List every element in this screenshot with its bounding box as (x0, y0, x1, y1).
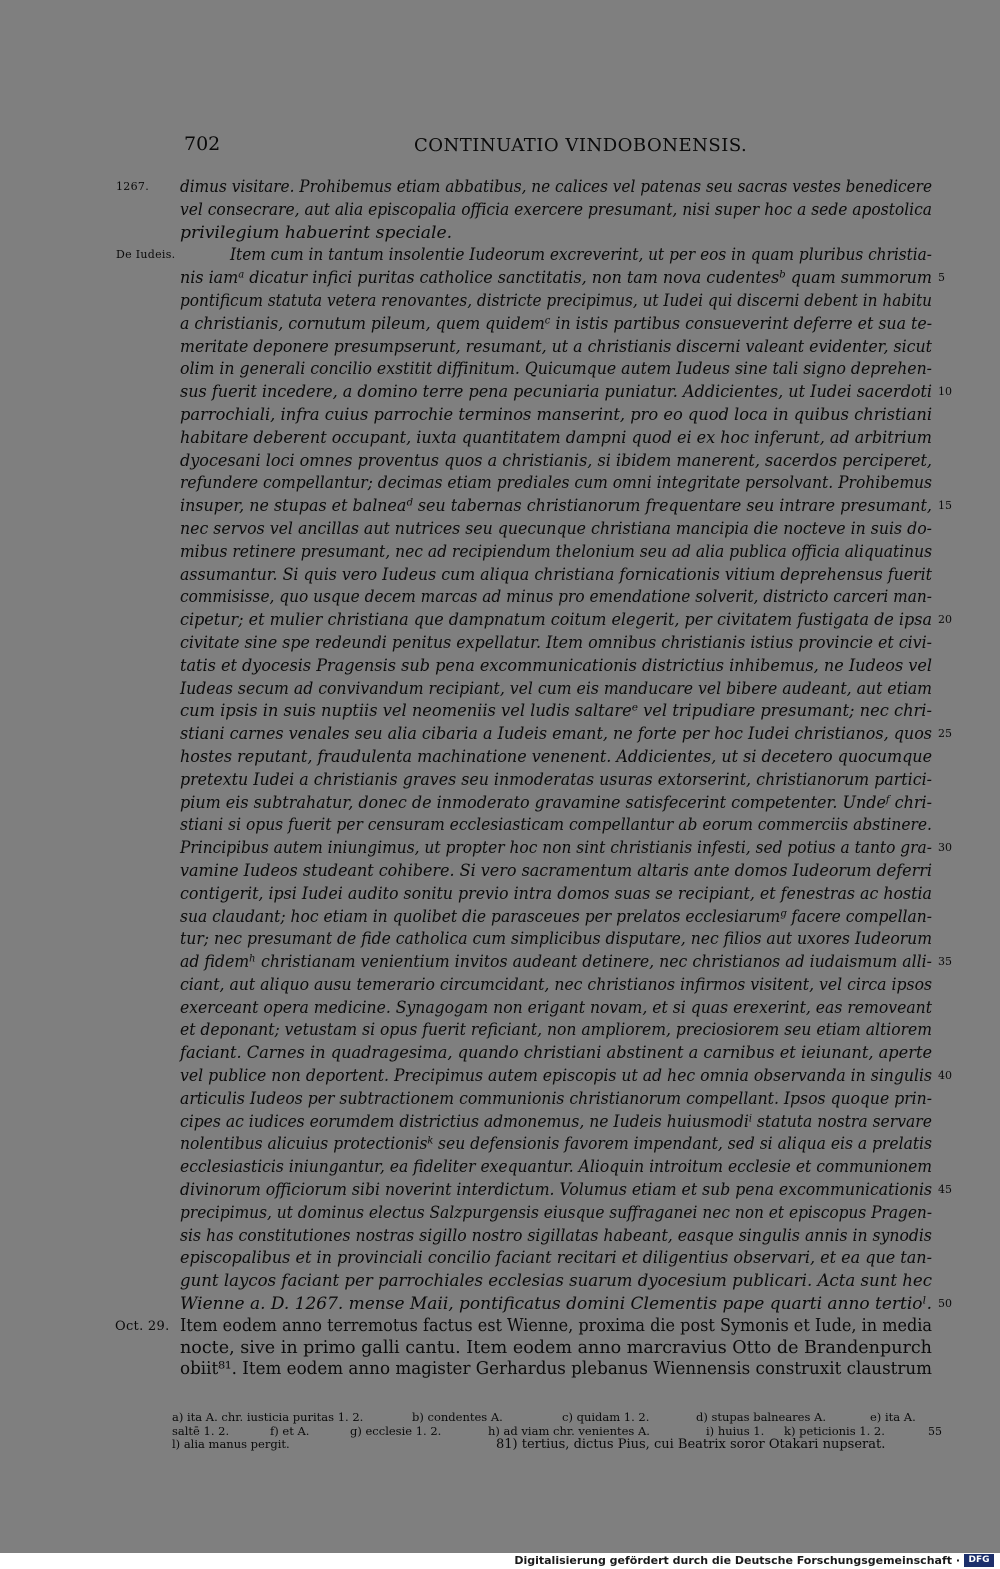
running-title: CONTINUATIO VINDOBONENSIS. (414, 135, 748, 156)
line-text: cipes ac iudices eorumdem districtius admonemus, ne Iudeis huiusmodiⁱ statuta nostra servare (180, 1111, 932, 1132)
footnote-h: h) ad viam chr. venientes A. (488, 1423, 650, 1438)
text-line (180, 313, 932, 336)
line-text: sis has constitutiones nostras sigillo nostro sigillatas habeant, easque singulis annis in synodis (180, 1225, 932, 1246)
text-line (116, 176, 933, 199)
line-text: gunt laycos faciant per parrochiales ecclesias suarum dyocesium publicari. Acta sunt hec (180, 1271, 932, 1292)
line-text: pontificum statuta vetera renovantes, districte precipimus, ut Iudei qui discerni debent in habitu (180, 290, 933, 311)
line-number: 10 (938, 385, 952, 399)
margin-note: De Iudeis. (116, 248, 176, 262)
text-line (180, 495, 952, 518)
line-text: divinorum officiorum sibi noverint interdictum. Volumus etiam et sub pena excommunicationis (180, 1180, 932, 1201)
text-line (180, 472, 932, 495)
line-text: cipetur; et mulier christiana que dampnatum coitum elegerit, per civitatem fustigata de ipsa (180, 610, 932, 631)
text-line (180, 381, 952, 404)
line-text: cum ipsis in suis nuptiis vel neomeniis vel ludis saltareᵉ vel tripudiare presumant; nec chri- (180, 701, 932, 722)
text-line (180, 837, 952, 860)
margin-note: 1267. (116, 180, 149, 193)
line-text: stiani si opus fuerit per censuram ecclesiasticam compellantur ab eorum commerciis abstinere. (180, 815, 932, 836)
footnote-row (172, 1423, 942, 1439)
line-text: meritate deponere presumpserunt, resumant, ut a christianis discerni valeant evidenter, sicut (180, 336, 932, 357)
line-number: 15 (938, 499, 952, 513)
text-line (180, 746, 932, 769)
footnote-c: c) quidam 1. 2. (562, 1410, 650, 1424)
text-line (180, 655, 932, 678)
text-line (180, 951, 952, 974)
line-text: nis iamᵃ dicatur infici puritas catholice sanctitatis, non tam nova cudentesᵇ quam summorum (180, 268, 932, 289)
line-number: 5 (938, 271, 945, 285)
line-number: 30 (938, 841, 952, 855)
upright-text-line (180, 1338, 932, 1360)
line-text: Item eodem anno terremotus factus est Wienne, proxima die post Symonis et Iude, in media (180, 1315, 932, 1336)
line-number: 35 (938, 955, 952, 969)
line-text: Wienne a. D. 1267. mense Maii, pontificatus domini Clementis pape quarti anno tertioˡ. (180, 1294, 933, 1315)
text-line (180, 1270, 932, 1293)
text-line (180, 358, 932, 381)
line-text: contigerit, ipsi Iudei audito sonitu previo intra domos suas se recipiant, et fenestras ac hostia (180, 883, 932, 904)
footnote-f: f) et A. (270, 1423, 310, 1438)
line-number: 45 (938, 1183, 952, 1197)
text-line (180, 723, 952, 746)
credit-text: Digitalisierung gefördert durch die Deutsche Forschungsgemeinschaft · (514, 1554, 960, 1567)
text-line (180, 1019, 932, 1042)
text-line (180, 1202, 932, 1225)
text-line (180, 267, 945, 290)
text-line (180, 1042, 932, 1065)
text-line (180, 1179, 952, 1202)
line-text: vamine Iudeos studeant cohibere. Si vero sacramentum altaris ante domos Iudeorum deferri (180, 860, 933, 881)
line-text: obiit⁸¹. Item eodem anno magister Gerhardus plebanus Wiennensis construxit claustrum (180, 1359, 933, 1380)
text-line (180, 427, 932, 450)
text-line (180, 1065, 952, 1088)
line-text: olim in generali concilio exstitit diffinitum. Quicumque autem Iudeus sine tali signo deprehen- (180, 359, 933, 380)
text-line (180, 860, 932, 883)
line-text: habitare deberent occupant, iuxta quantitatem dampni quod ei ex hoc inferunt, ad arbitrium (180, 427, 932, 448)
line-text: Iudeas secum ad convivandum recipiant, vel cum eis manducare vel bibere audeant, aut etiam (180, 678, 933, 699)
line-text: ciant, aut aliquo ausu temerario circumcidant, nec christianos infirmos visitent, vel circa ipsos (180, 974, 933, 995)
line-text: sus fuerit incedere, a domino terre pena pecuniaria puniatur. Addicientes, ut Iudei sacerdoti (180, 382, 933, 403)
text-line (180, 518, 932, 541)
text-line (180, 404, 932, 427)
text-line (180, 928, 932, 951)
line-text: stiani carnes venales seu alia cibaria a Iudeis emant, ne forte per hoc Iudei christianos, quos (180, 724, 932, 745)
line-text: et deponant; vetustam si opus fuerit reficiant, non ampliorem, preciosiorem seu etiam altiorem (180, 1020, 932, 1041)
line-text: tatis et dyocesis Pragensis sub pena excommunicationis districtius inhibemus, ne Iudeos vel (180, 655, 933, 676)
footnote-d: d) stupas balneares A. (696, 1410, 826, 1424)
page-header (0, 133, 1000, 163)
line-text: pretextu Iudei a christianis graves seu inmoderatas usuras extorserint, christianorum partici- (180, 769, 932, 790)
margin-note: Oct. 29. (115, 1318, 170, 1334)
text-line (180, 1088, 932, 1111)
text-line (180, 632, 932, 655)
line-number: 20 (938, 613, 952, 627)
line-text: ad fidemʰ christianam venientium invitos audeant detinere, nec christianos ad iudaismum alli- (180, 952, 932, 973)
text-line (180, 609, 952, 632)
line-number: 25 (938, 727, 952, 741)
footnote-k: k) peticionis 1. 2. (784, 1423, 885, 1438)
footnote-e: e) ita A. (870, 1410, 916, 1424)
line-text: commisisse, quo usque decem marcas ad minus pro emendatione solverit, districto carceri man- (180, 587, 932, 608)
line-number: 40 (938, 1069, 952, 1083)
text-line (180, 792, 932, 815)
text-line (180, 678, 932, 701)
line-text: articulis Iudeos per subtractionem communionis christianorum compellant. Ipsos quoque prin- (180, 1088, 933, 1109)
line-text: pium eis subtrahatur, donec de inmoderato gravamine satisfecerint competenter. Undeᶠ chri- (180, 792, 933, 813)
footnote-81: 81) tertius, dictus Pius, cui Beatrix soror Otakari nupserat. (496, 1437, 886, 1452)
line-text: insuper, ne stupas et balneaᵈ seu tabernas christianorum frequentare seu intrare presumant, (180, 496, 932, 517)
text-line (180, 906, 932, 929)
dfg-logo-icon: DFG (964, 1554, 994, 1567)
text-line (180, 336, 932, 359)
line-text: ecclesiasticis iniungantur, ea fideliter exequantur. Alioquin introitum ecclesie et communionem (180, 1157, 933, 1178)
body-text (115, 176, 952, 1381)
footnote-row (172, 1411, 932, 1425)
text-line (180, 769, 932, 792)
page-number: 702 (184, 133, 221, 155)
text-line (180, 564, 932, 587)
upright-text-line (180, 1359, 932, 1381)
line-text: a christianis, cornutum pileum, quem quidemᶜ in istis partibus consueverint deferre et sua te- (180, 313, 933, 334)
line-text: Item cum in tantum insolentie Iudeorum excreverint, ut per eos in quam pluribus christia- (230, 245, 932, 266)
line-text: civitate sine spe redeundi penitus expellatur. Item omnibus christianis istius provincie et civi- (180, 632, 933, 653)
line-text: sua claudant; hoc etiam in quolibet die parasceues per prelatos ecclesiarumᵍ facere compellan- (180, 906, 932, 927)
line-text: tur; nec presumant de fide catholica cum simplicibus disputare, nec filios aut uxores Iudeorum (180, 929, 933, 950)
line-text: parrochiali, infra cuius parrochie terminos manserint, pro eo quod loca in quibus christiani (180, 404, 933, 425)
line-text: Principibus autem iniungimus, ut propter hoc non sint christianis infesti, sed potius a tanto gra- (180, 838, 932, 859)
line-text: nec servos vel ancillas aut nutrices seu quecunque christiana mancipia die nocteve in suis do- (180, 518, 933, 539)
text-line (180, 814, 932, 837)
footnote-a: a) ita A. chr. iusticia puritas 1. 2. (172, 1410, 364, 1424)
upright-text-line (115, 1315, 932, 1338)
line-text: exerceant opera medicine. Synagogam non erigant novam, et si quas erexerint, eas removeant (180, 997, 932, 1018)
line-text: dyocesani loci omnes proventus quos a christianis, si ibidem manerent, sacerdos perciperet, (180, 450, 933, 471)
text-line (180, 1247, 932, 1270)
text-line (180, 199, 932, 222)
text-line (180, 997, 932, 1020)
line-text: assumantur. Si quis vero Iudeus cum aliqua christiana fornicationis vitium deprehensus fuerit (180, 564, 932, 585)
line-text: nolentibus alicuius protectionisᵏ seu defensionis favorem impendant, sed si aliqua eis a prelatis (180, 1134, 932, 1155)
text-line (180, 586, 932, 609)
footnote-i: i) huius 1. (706, 1423, 765, 1438)
line-text: faciant. Carnes in quadragesima, quando christiani abstinent a carnibus et ieiunant, aperte (180, 1043, 933, 1064)
line-text: vel publice non deportent. Precipimus autem episcopis ut ad hec omnia observanda in singulis (180, 1066, 933, 1087)
text-line (180, 1156, 932, 1179)
footnote-line-number: 55 (928, 1424, 942, 1438)
text-line (180, 883, 932, 906)
line-text: mibus retinere presumant, nec ad recipiendum thelonium seu ad alia publica officia aliquatinus (180, 541, 933, 562)
text-line (180, 1111, 932, 1134)
line-text: episcopalibus et in provinciali concilio faciant recitari et diligentius observari, et ea que tan- (180, 1248, 932, 1269)
text-line (180, 541, 932, 564)
footnote-g: g) ecclesie 1. 2. (350, 1423, 442, 1438)
line-text: vel consecrare, aut alia episcopalia officia exercere presumant, nisi super hoc a sede apostolica (180, 199, 933, 220)
text-line (180, 450, 932, 473)
credit-bar (0, 1553, 1000, 1569)
text-line (180, 290, 932, 313)
text-line (180, 700, 932, 723)
footnote-row (172, 1438, 932, 1452)
line-number: 50 (938, 1297, 952, 1311)
text-line (116, 244, 932, 267)
line-text: dimus visitare. Prohibemus etiam abbatibus, ne calices vel patenas seu sacras vestes benedicere (180, 177, 933, 197)
line-text: precipimus, ut dominus electus Salzpurgensis eiusque suffraganei nec non et episcopus Pragen- (180, 1202, 933, 1223)
line-text: nocte, sive in primo galli cantu. Item eodem anno marcravius Otto de Brandenpurch (180, 1337, 932, 1358)
text-line (180, 222, 932, 245)
line-text: refundere compellantur; decimas etiam prediales cum omni integritate persolvant. Prohibemus (180, 473, 933, 494)
footnotes (172, 1410, 942, 1452)
text-line (180, 1133, 932, 1156)
text-line (180, 1225, 932, 1248)
footnote-l: l) alia manus pergit. (172, 1437, 290, 1451)
line-text: privilegium habuerint speciale. (180, 222, 453, 243)
text-line (180, 974, 932, 997)
footnote-e-cont: saltē 1. 2. (172, 1423, 230, 1438)
line-text: hostes reputant, fraudulenta machinatione venenent. Addicientes, ut si decetero quocumque (180, 746, 933, 767)
footnote-b: b) condentes A. (412, 1410, 503, 1424)
text-line (180, 1293, 952, 1316)
